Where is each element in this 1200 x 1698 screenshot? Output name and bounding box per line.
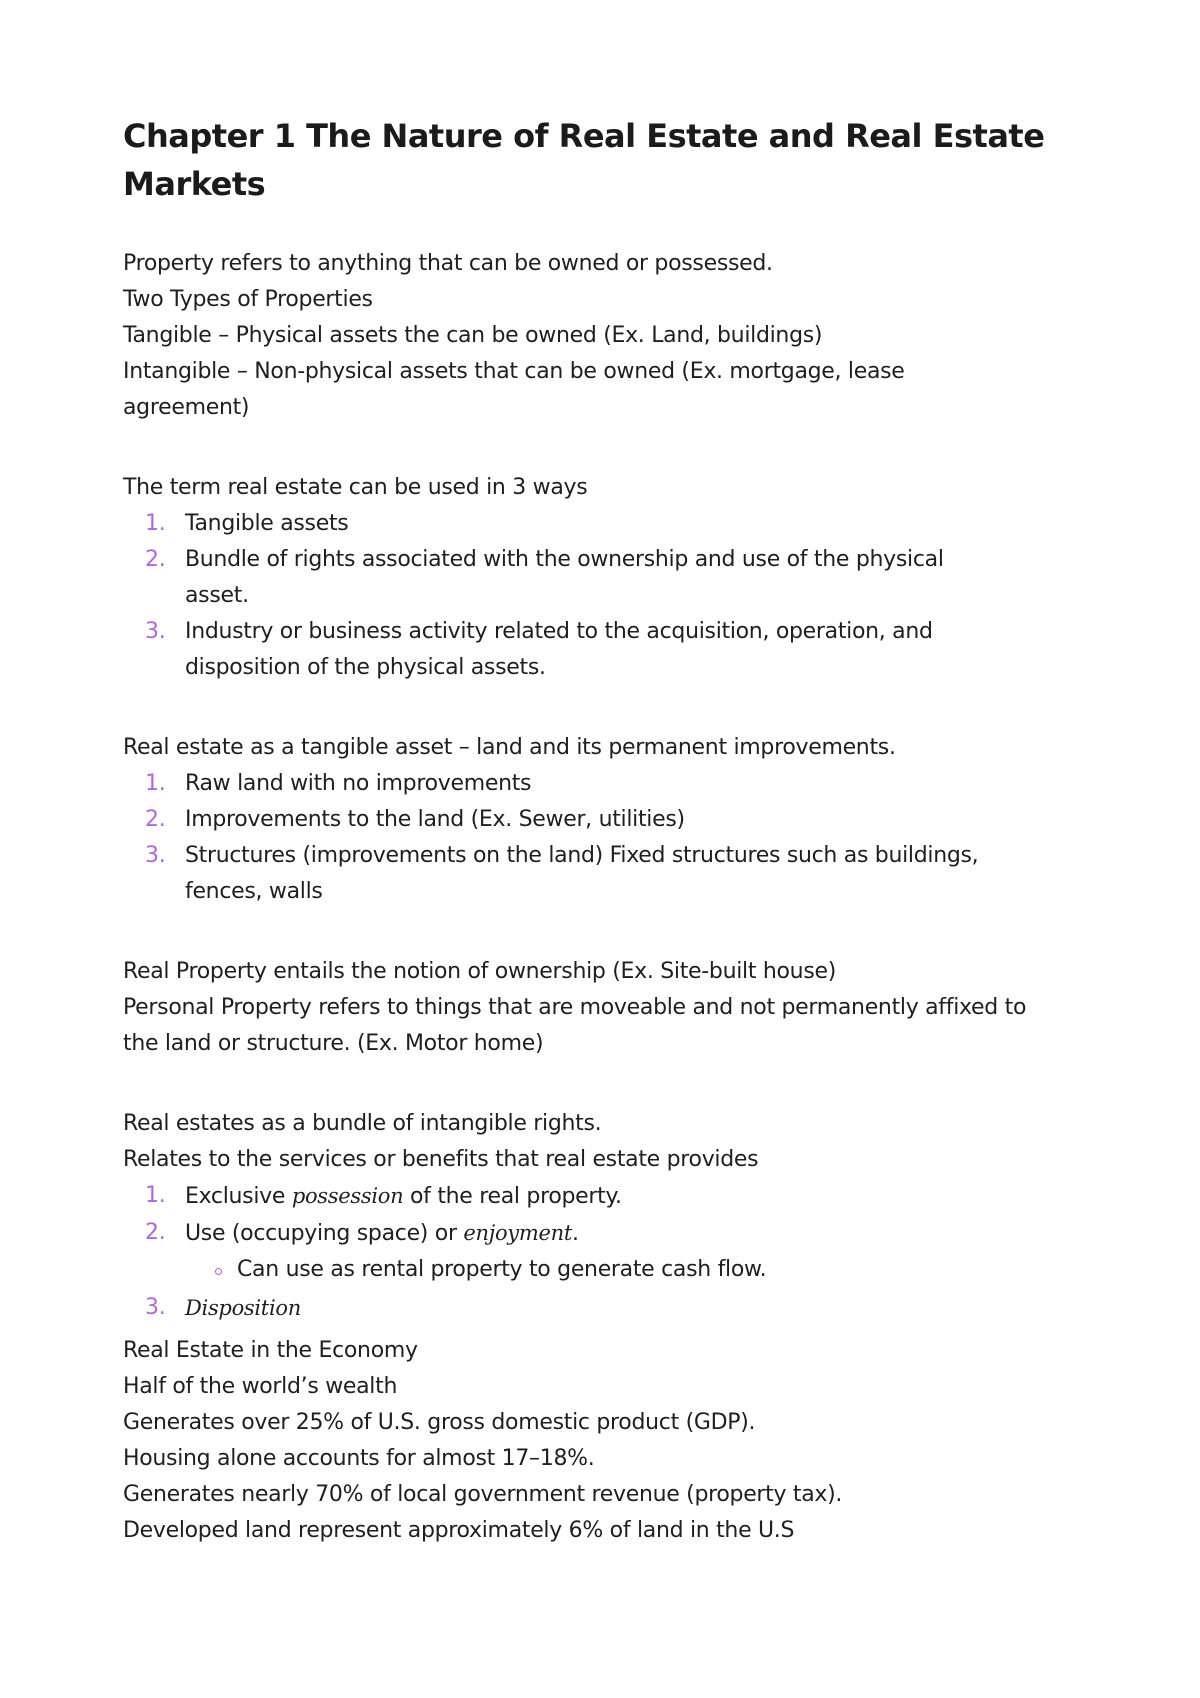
list-item <box>123 506 1083 542</box>
paragraph-intangible: Intangible – Non-physical assets that can be owned (Ex. mortgage, lease agreement) <box>123 359 905 420</box>
paragraph-housing: Housing alone accounts for almost 17–18%. <box>123 1446 595 1471</box>
paragraph-gdp: Generates over 25% of U.S. gross domestic product (GDP). <box>123 1410 756 1435</box>
list-item-text: of the real property. <box>403 1184 622 1209</box>
chapter-title: Chapter 1 The Nature of Real Estate and Real Estate Markets <box>123 117 1045 203</box>
list-item <box>123 838 1015 910</box>
paragraph-two-types: Two Types of Properties <box>123 287 373 312</box>
list-number: 2. <box>145 807 166 832</box>
paragraph-services-benefits: Relates to the services or benefits that real estate provides <box>123 1147 759 1172</box>
list-item-text: Improvements to the land (Ex. Sewer, utilities) <box>185 807 685 832</box>
list-number: 3. <box>145 1295 166 1320</box>
document-content <box>123 112 1083 1549</box>
sub-list-item-text: Can use as rental property to generate cash flow. <box>237 1257 767 1282</box>
paragraph-personal-property: Personal Property refers to things that are moveable and not permanently affixed to the land or structure. (Ex. Motor home) <box>123 995 1027 1056</box>
list-item <box>123 542 965 614</box>
paragraph-developed-land: Developed land represent approximately 6% of land in the U.S <box>123 1518 795 1543</box>
list-item-text: Bundle of rights associated with the ownership and use of the physical asset. <box>185 547 944 608</box>
sub-list <box>185 1252 1083 1288</box>
list-item-text: Exclusive <box>185 1184 292 1209</box>
list-number: 1. <box>145 1183 166 1208</box>
emphasis-enjoyment: enjoyment <box>463 1221 572 1245</box>
list-item <box>123 1290 1083 1327</box>
list-item <box>123 1215 1083 1288</box>
hollow-bullet-icon <box>215 1268 222 1275</box>
list-item-text: . <box>571 1221 579 1246</box>
paragraph-property-definition: Property refers to anything that can be owned or possessed. <box>123 251 773 276</box>
paragraph-real-property: Real Property entails the notion of ownership (Ex. Site-built house) <box>123 959 837 984</box>
list-item <box>123 1178 1083 1215</box>
paragraph-tangible-asset-intro: Real estate as a tangible asset – land and its permanent improvements. <box>123 735 896 760</box>
list-item-text: Tangible assets <box>185 511 349 536</box>
emphasis-disposition: Disposition <box>185 1296 301 1320</box>
list-item <box>123 802 1083 838</box>
list-number: 1. <box>145 771 166 796</box>
list-item-text: Structures (improvements on the land) Fixed structures such as buildings, fences, walls <box>185 843 979 904</box>
paragraph-economy-heading: Real Estate in the Economy <box>123 1338 418 1363</box>
list-three-ways <box>123 506 1083 686</box>
list-item-text: Use (occupying space) or <box>185 1221 464 1246</box>
list-item <box>123 766 1083 802</box>
list-tangible-asset <box>123 766 1083 910</box>
list-number: 3. <box>145 619 166 644</box>
paragraph-tangible: Tangible – Physical assets the can be owned (Ex. Land, buildings) <box>123 323 823 348</box>
list-number: 2. <box>145 547 166 572</box>
paragraph-local-revenue: Generates nearly 70% of local government revenue (property tax). <box>123 1482 843 1507</box>
emphasis-possession: possession <box>291 1184 404 1208</box>
list-item <box>123 614 965 686</box>
list-intangible-rights <box>123 1178 1083 1327</box>
list-item-text: Industry or business activity related to the acquisition, operation, and disposition of the physical assets. <box>185 619 933 680</box>
sub-list-item <box>185 1252 1083 1288</box>
list-number: 3. <box>145 843 166 868</box>
paragraph-three-ways-intro: The term real estate can be used in 3 ways <box>123 475 588 500</box>
list-number: 1. <box>145 511 166 536</box>
paragraph-world-wealth: Half of the world’s wealth <box>123 1374 398 1399</box>
paragraph-intangible-rights: Real estates as a bundle of intangible rights. <box>123 1111 602 1136</box>
list-item-text: Raw land with no improvements <box>185 771 532 796</box>
list-number: 2. <box>145 1220 166 1245</box>
